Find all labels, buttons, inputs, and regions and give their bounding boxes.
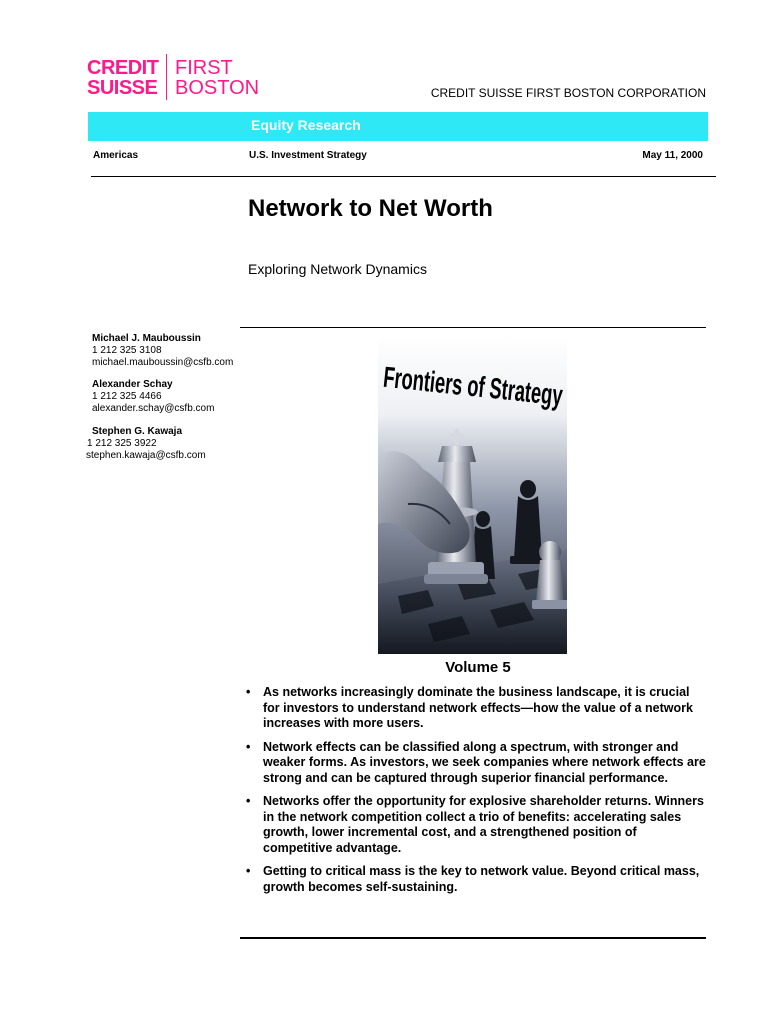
cover-image <box>378 334 567 654</box>
cover-title: Frontiers of Strategy <box>381 361 565 413</box>
logo-credit-text: CREDIT <box>87 57 159 79</box>
author-name: Alexander Schay <box>92 379 173 390</box>
author-email: stephen.kawaja@csfb.com <box>86 450 206 461</box>
bullet-dot: • <box>246 739 251 754</box>
author-phone: 1 212 325 3108 <box>92 345 162 356</box>
report-date: May 11, 2000 <box>642 150 703 161</box>
bullet-item <box>244 685 706 732</box>
bullet-text: As networks increasingly dominate the business landscape, it is crucial for investors to understand network effects—how the value of a network increases with more users. <box>263 685 693 730</box>
author-name: Stephen G. Kawaja <box>92 426 183 437</box>
logo-boston-text: BOSTON <box>175 77 260 99</box>
logo-divider <box>166 54 167 100</box>
region-label: Americas <box>93 150 139 161</box>
report-title: Network to Net Worth <box>248 195 493 222</box>
summary-bullets <box>244 685 706 903</box>
bullet-dot: • <box>246 864 251 878</box>
footer-rule <box>240 937 706 939</box>
author-phone: 1 212 325 3922 <box>87 438 157 449</box>
author-email: michael.mauboussin@csfb.com <box>92 357 234 368</box>
equity-research-band <box>88 112 708 141</box>
logo-suisse-text: SUISSE <box>87 77 158 99</box>
bullet-item <box>244 794 706 856</box>
report-subtitle: Exploring Network Dynamics <box>248 261 427 277</box>
strategy-label: U.S. Investment Strategy <box>249 150 367 161</box>
logo-first-text: FIRST <box>175 57 233 79</box>
bullet-text: Network effects can be classified along a spectrum, with stronger and weaker forms. As investors, we seek companies where network effects are strong and can be captured through superior financial performance. <box>263 739 706 785</box>
bullet-dot: • <box>246 794 251 808</box>
bullet-item <box>244 864 706 895</box>
equity-research-label: Equity Research <box>251 117 361 133</box>
bullet-item <box>244 740 706 787</box>
author-phone: 1 212 325 4466 <box>92 391 162 402</box>
content-rule <box>240 327 706 328</box>
header-rule <box>91 176 716 177</box>
bullet-dot: • <box>246 685 251 699</box>
bullet-text: Networks offer the opportunity for explosive shareholder returns. Winners in the network competition collect a trio of benefits: accelerating sales growth, lower incremental cost, and a strengthened position of competitive advantage. <box>263 794 704 855</box>
author-block <box>87 426 206 462</box>
author-block <box>92 333 233 369</box>
author-name: Michael J. Mauboussin <box>92 333 201 344</box>
corporation-name: CREDIT SUISSE FIRST BOSTON CORPORATION <box>430 86 706 100</box>
author-email: alexander.schay@csfb.com <box>92 403 215 414</box>
cover-volume-label: Volume 5 <box>445 659 511 676</box>
author-block <box>92 379 214 415</box>
bullet-text: Getting to critical mass is the key to network value. Beyond critical mass, growth becomes self-sustaining. <box>263 864 700 894</box>
